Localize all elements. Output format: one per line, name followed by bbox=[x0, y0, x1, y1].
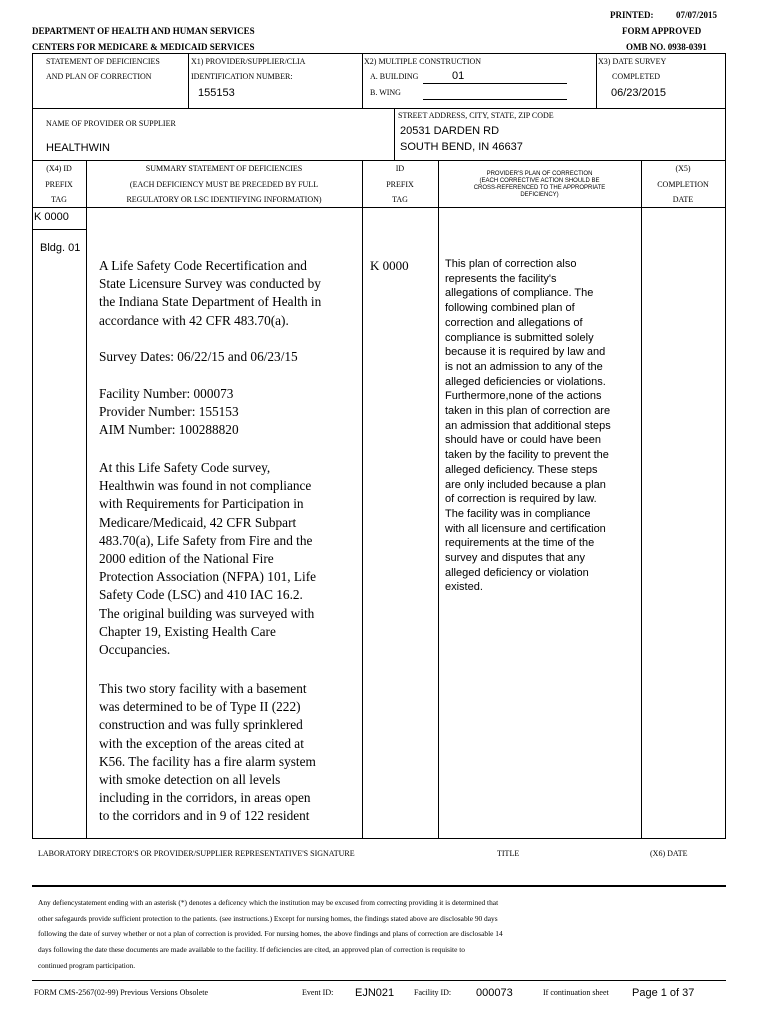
continuation-label: If continuation sheet bbox=[543, 988, 609, 997]
x3-label-2: COMPLETED bbox=[612, 72, 660, 81]
plan-of-correction-text: This plan of correction also represents the facility's allegations of compliance. The following combined plan of correction and allegations of compliance is submitted solely because it is required by law and is not an admission to any of the alleged deficiencies or violations. Furthermore,none of the actions taken in this plan of correction are an admission that additional steps should have or could have been taken by the facility to prevent the alleged deficiency. These steps are only included because a plan of correction is required by law. The facility was in compliance with all licensure and certification requirements at the time of the survey and disputes that any alleged deficiency or violation existed. bbox=[445, 258, 611, 594]
x4-header-1: (X4) ID bbox=[46, 164, 72, 173]
left-tag: K 0000 bbox=[34, 211, 69, 223]
disclaimer bbox=[38, 895, 718, 974]
id-header-2: PREFIX bbox=[386, 180, 414, 189]
printed-date: 07/07/2015 bbox=[676, 10, 718, 20]
summary-paragraph-4: At this Life Safety Code survey, Healthwin was found in not compliance with Requirements for Participation in Medicare/Medicaid, 42 CFR Subpart 483.70(a), Life Safety from Fire and the 2000 edition of the National Fire Protection Association (NFPA) 101, Life Safety Code (LSC) and 410 IAC 16.2. The original building was surveyed with Chapter 19, Existing Health Care Occupancies. bbox=[99, 460, 317, 658]
summary-paragraph-1: A Life Safety Code Recertification and State Licensure Survey was conducted by the Indiana State Department of Health in accordance with 42 CFR 483.70(a). bbox=[99, 258, 322, 328]
disclaimer-line: following the date of survey whether or not a plan of correction is provided. For nursing homes, the above findings and plans of correction are disclosable 14 bbox=[38, 929, 503, 939]
plan-header-1: PROVIDER'S PLAN OF CORRECTION bbox=[486, 171, 593, 177]
x3-label: X3) DATE SURVEY bbox=[598, 57, 667, 66]
printed-label: PRINTED: bbox=[610, 10, 654, 20]
x4-header-2: PREFIX bbox=[45, 180, 73, 189]
x1-label-2: IDENTIFICATION NUMBER: bbox=[191, 72, 293, 81]
survey-date: 06/23/2015 bbox=[611, 87, 667, 99]
provider-name: HEALTHWIN bbox=[46, 142, 110, 154]
title-label: TITLE bbox=[497, 849, 520, 858]
x5-header-3: DATE bbox=[672, 195, 694, 204]
x1-label: X1) PROVIDER/SUPPLIER/CLIA bbox=[191, 57, 306, 66]
building-ref: Bldg. 01 bbox=[40, 242, 81, 254]
summary-header-1: SUMMARY STATEMENT OF DEFICIENCIES bbox=[145, 164, 303, 173]
statement-label: STATEMENT OF DEFICIENCIES bbox=[46, 57, 160, 66]
id-header-3: TAG bbox=[392, 195, 408, 204]
facility-id: 000073 bbox=[476, 987, 513, 999]
plan-header-3: CROSS-REFERENCED TO THE APPROPRIATE bbox=[473, 185, 606, 191]
form-number: FORM CMS-2567(02-99) Previous Versions Obsolete bbox=[34, 988, 209, 997]
plan-header-2: (EACH CORRECTIVE ACTION SHOULD BE bbox=[479, 178, 600, 184]
x5-header-1: (X5) bbox=[675, 164, 691, 173]
summary-paragraph-2: Survey Dates: 06/22/15 and 06/23/15 bbox=[99, 349, 298, 364]
centers-title: CENTERS FOR MEDICARE & MEDICAID SERVICES bbox=[32, 42, 255, 52]
id-header-1: ID bbox=[395, 164, 405, 173]
x5-header-2: COMPLETION bbox=[657, 180, 709, 189]
x2-label: X2) MULTIPLE CONSTRUCTION bbox=[364, 57, 482, 66]
summary-header-3: REGULATORY OR LSC IDENTIFYING INFORMATION) bbox=[126, 195, 322, 204]
signature-label: LABORATORY DIRECTOR'S OR PROVIDER/SUPPLIER REPRESENTATIVE'S SIGNATURE bbox=[38, 849, 355, 858]
street-label: STREET ADDRESS, CITY, STATE, ZIP CODE bbox=[398, 111, 554, 120]
provider-name-label: NAME OF PROVIDER OR SUPPLIER bbox=[46, 119, 176, 128]
plan-label: AND PLAN OF CORRECTION bbox=[46, 72, 152, 81]
disclaimer-line: Any defiencystatement ending with an asterisk (*) denotes a deficency which the institution may be excused from correcting providing it is determined that bbox=[38, 898, 499, 907]
city-state-zip: SOUTH BEND, IN 46637 bbox=[400, 141, 523, 153]
page-number: Page 1 of 37 bbox=[632, 987, 695, 999]
summary-paragraph-5: This two story facility with a basement was determined to be of Type II (222) construction and was fully sprinklered with the exception of the areas cited at K56. The facility has a fire alarm system with smoke detection on all levels including in the corridors, in areas open to the corridors and in 9 of 122 resident bbox=[99, 681, 316, 824]
x4-header-3: TAG bbox=[51, 195, 67, 204]
wing-label: B. WING bbox=[370, 88, 401, 97]
plan-header-4: DEFICIENCY) bbox=[520, 192, 559, 198]
summary-header-2: (EACH DEFICIENCY MUST BE PRECEDED BY FULL bbox=[129, 180, 319, 189]
disclaimer-line: continued program participation. bbox=[38, 960, 136, 970]
department-title: DEPARTMENT OF HEALTH AND HUMAN SERVICES bbox=[32, 26, 255, 36]
provider-id: 155153 bbox=[198, 87, 235, 99]
facility-id-label: Facility ID: bbox=[414, 988, 452, 997]
event-id: EJN021 bbox=[355, 987, 395, 999]
disclaimer-line: days following the date these documents are made available to the facility. If deficiencies are cited, an approved plan of correction is requisite to bbox=[38, 945, 465, 955]
summary-paragraph-3: Facility Number: 000073 Provider Number: 155153 AIM Number: 100288820 bbox=[99, 386, 239, 438]
street-address: 20531 DARDEN RD bbox=[400, 125, 500, 137]
right-tag: K 0000 bbox=[370, 258, 409, 273]
disclaimer-line: other safegaurds provide sufficient protection to the patients. (see instructions.) Except for nursing homes, the findings stated above are disclosable 90 days bbox=[38, 913, 498, 923]
building-value: 01 bbox=[452, 70, 465, 82]
building-label: A. BUILDING bbox=[370, 72, 419, 81]
omb-number: OMB NO. 0938-0391 bbox=[626, 42, 707, 52]
form-approved: FORM APPROVED bbox=[622, 26, 702, 36]
date-label: (X6) DATE bbox=[650, 849, 688, 858]
event-id-label: Event ID: bbox=[302, 988, 334, 997]
